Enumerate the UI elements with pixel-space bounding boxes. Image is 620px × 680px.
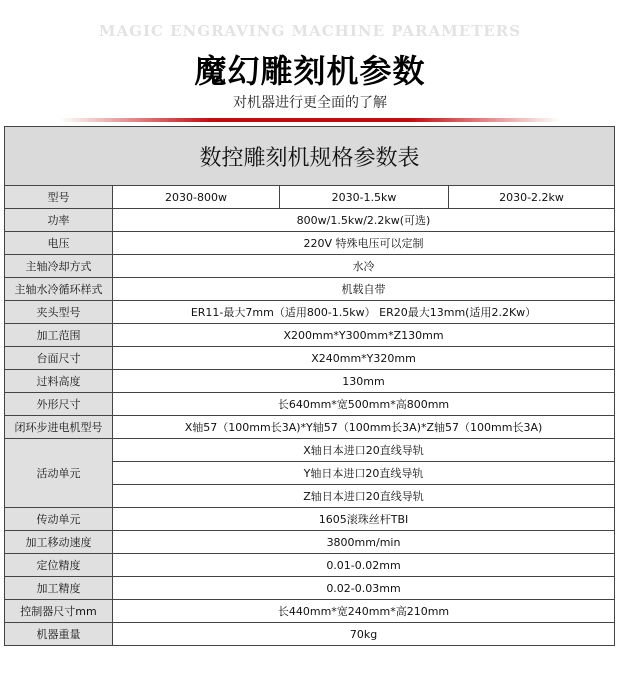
row-label: 控制器尺寸mm	[5, 600, 113, 623]
table-row	[5, 370, 615, 393]
table-row	[5, 301, 615, 324]
row-label: 功率	[5, 209, 113, 232]
table-row	[5, 347, 615, 370]
table-row	[5, 393, 615, 416]
row-label: 加工精度	[5, 577, 113, 600]
row-label: 定位精度	[5, 554, 113, 577]
row-value: 1605滚珠丝杆TBI	[113, 508, 615, 531]
table-row	[5, 577, 615, 600]
spec-table	[4, 126, 615, 646]
model-value: 2030-1.5kw	[280, 186, 449, 209]
row-label: 夹头型号	[5, 301, 113, 324]
table-row	[5, 439, 615, 462]
row-label: 型号	[5, 186, 113, 209]
table-row	[5, 623, 615, 646]
row-label: 主轴冷却方式	[5, 255, 113, 278]
table-row	[5, 416, 615, 439]
row-value: 长440mm*宽240mm*高210mm	[113, 600, 615, 623]
model-value: 2030-800w	[113, 186, 280, 209]
red-divider	[60, 118, 560, 122]
row-value: 3800mm/min	[113, 531, 615, 554]
row-label: 活动单元	[5, 439, 113, 508]
row-label: 加工移动速度	[5, 531, 113, 554]
row-label: 加工范围	[5, 324, 113, 347]
chinese-title: 魔幻雕刻机参数	[194, 52, 426, 90]
row-value: X轴日本进口20直线导轨	[113, 439, 615, 462]
table-row	[5, 255, 615, 278]
row-label: 电压	[5, 232, 113, 255]
spec-table-container	[4, 126, 614, 654]
row-label: 台面尺寸	[5, 347, 113, 370]
model-value: 2030-2.2kw	[449, 186, 615, 209]
row-value: 长640mm*宽500mm*高800mm	[113, 393, 615, 416]
row-label: 闭环步进电机型号	[5, 416, 113, 439]
row-value: X轴57（100mm长3A)*Y轴57（100mm长3A)*Z轴57（100mm长3A)	[113, 416, 615, 439]
table-row	[5, 324, 615, 347]
row-value: 70kg	[113, 623, 615, 646]
row-value: ER11-最大7mm（适用800-1.5kw） ER20最大13mm(适用2.2Kw）	[113, 301, 615, 324]
table-row	[5, 186, 615, 209]
row-value: 220V 特殊电压可以定制	[113, 232, 615, 255]
row-value: Z轴日本进口20直线导轨	[113, 485, 615, 508]
row-label: 外形尺寸	[5, 393, 113, 416]
table-row	[5, 508, 615, 531]
row-value: 800w/1.5kw/2.2kw(可选)	[113, 209, 615, 232]
row-value: X240mm*Y320mm	[113, 347, 615, 370]
row-value: 0.01-0.02mm	[113, 554, 615, 577]
table-row	[5, 209, 615, 232]
row-label: 过料高度	[5, 370, 113, 393]
row-value: 0.02-0.03mm	[113, 577, 615, 600]
row-label: 主轴水冷循环样式	[5, 278, 113, 301]
table-row	[5, 554, 615, 577]
row-value: Y轴日本进口20直线导轨	[113, 462, 615, 485]
table-row	[5, 278, 615, 301]
row-value: 130mm	[113, 370, 615, 393]
table-title: 数控雕刻机规格参数表	[5, 127, 615, 186]
row-value: X200mm*Y300mm*Z130mm	[113, 324, 615, 347]
table-row	[5, 531, 615, 554]
english-title: MAGIC ENGRAVING MACHINE PARAMETERS	[98, 22, 522, 40]
chinese-subtitle: 对机器进行更全面的了解	[233, 95, 387, 111]
page-header	[0, 0, 620, 124]
table-row	[5, 600, 615, 623]
row-label: 传动单元	[5, 508, 113, 531]
row-value: 机载自带	[113, 278, 615, 301]
row-value: 水冷	[113, 255, 615, 278]
row-label: 机器重量	[5, 623, 113, 646]
table-row	[5, 232, 615, 255]
